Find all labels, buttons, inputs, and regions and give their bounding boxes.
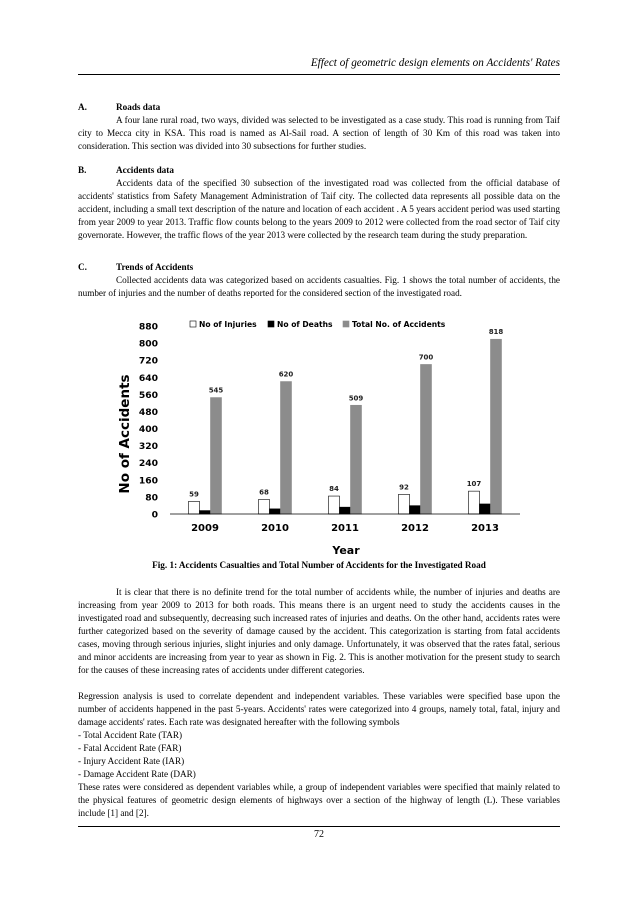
bar-2010-total	[281, 382, 292, 514]
x-tick-label: 2012	[401, 523, 429, 534]
legend-swatch	[343, 321, 349, 327]
data-label: 620	[278, 370, 294, 379]
y-tick-label: 400	[138, 424, 158, 436]
bar-2011-injuries	[329, 496, 340, 514]
legend-swatch	[190, 321, 196, 327]
bar-2011-deaths	[340, 507, 351, 514]
chart-legend	[190, 320, 446, 329]
y-tick-label: 720	[138, 355, 158, 367]
y-tick-label: 320	[138, 441, 158, 453]
figure-caption: Fig. 1: Accidents Casualties and Total Number of Accidents for the Investigated Road	[152, 560, 486, 570]
data-label: 509	[348, 394, 364, 403]
y-tick-label: 640	[138, 372, 158, 384]
bar-2009-deaths	[200, 511, 211, 514]
section-c-text: Collected accidents data was categorized based on accidents casualties. Fig. 1 shows the total number of accidents, the number of injuries and the number of deaths reported for the considered section of the investigated road.	[78, 275, 560, 298]
section-c-letter: C.	[78, 262, 87, 272]
symbol-list	[78, 729, 560, 781]
section-b-title: Accidents data	[116, 165, 174, 175]
bar-2012-injuries	[399, 494, 410, 514]
bar-2012-total	[421, 364, 432, 514]
data-label: 700	[418, 353, 434, 362]
bar-2013-total	[491, 339, 502, 514]
body-paragraph-2: Regression analysis is used to correlate dependent and independent variables. These variables were specified base upon the number of accidents happened in the past 5-years. Accidents' rates were categorized into 4 groups, namely total, fatal, injury and damage accidents' rates. Each rate was designated hereafter with the following symbols	[78, 691, 560, 727]
section-a-title: Roads data	[116, 102, 161, 112]
data-label: 818	[488, 328, 504, 337]
running-title: Effect of geometric design elements on Accidents' Rates	[310, 57, 560, 69]
symbol-item-iar: - Injury Accident Rate (IAR)	[78, 756, 185, 766]
bar-2013-injuries	[469, 491, 480, 514]
y-tick-label: 560	[138, 389, 158, 401]
legend-swatch	[268, 321, 274, 327]
x-axis	[170, 514, 520, 534]
data-label: 92	[399, 483, 409, 492]
x-tick-label: 2013	[471, 523, 499, 534]
chart-bars	[189, 328, 504, 514]
section-c-title: Trends of Accidents	[116, 262, 194, 272]
x-axis-label: Year	[332, 544, 360, 557]
legend-entry: No of Injuries	[199, 320, 257, 329]
header-rule	[78, 74, 560, 75]
data-label: 107	[466, 480, 482, 489]
y-tick-label: 480	[138, 406, 158, 418]
section-b-letter: B.	[78, 165, 87, 175]
section-c-heading	[78, 262, 193, 272]
bar-2010-deaths	[270, 509, 281, 514]
y-tick-label: 800	[138, 338, 158, 350]
section-a-heading	[78, 102, 160, 112]
x-tick-label: 2009	[191, 523, 219, 534]
y-tick-label: 0	[151, 509, 158, 521]
bar-2013-deaths	[480, 504, 491, 514]
body-paragraph-3: These rates were considered as dependent variables while, a group of independent variables were specified that mainly related to the physical features of geometric design elements of highways over a section of the highway of length (L). These variables include [1] and [2].	[78, 782, 560, 818]
y-axis-label: No of Accidents	[117, 374, 133, 494]
footer-rule	[78, 826, 560, 827]
bar-2011-total	[351, 405, 362, 514]
bar-2009-total	[211, 398, 222, 514]
symbol-item-far: - Fatal Accident Rate (FAR)	[78, 743, 182, 753]
section-b-heading	[78, 165, 174, 175]
bar-2010-injuries	[259, 499, 270, 514]
legend-entry: Total No. of Accidents	[352, 320, 446, 329]
data-label: 59	[189, 490, 199, 499]
x-tick-label: 2010	[261, 523, 289, 534]
data-label: 68	[259, 488, 269, 497]
y-axis	[139, 322, 158, 521]
legend-entry: No of Deaths	[277, 320, 333, 329]
y-tick-label: 160	[138, 475, 158, 487]
section-a-letter: A.	[78, 102, 87, 112]
y-tick-label: 240	[138, 458, 158, 470]
accidents-bar-chart	[106, 314, 526, 558]
bar-2009-injuries	[189, 501, 200, 514]
symbol-item-tar: - Total Accident Rate (TAR)	[78, 730, 183, 740]
y-tick-label: 880	[138, 321, 158, 333]
data-label: 84	[329, 485, 339, 494]
bar-2012-deaths	[410, 506, 421, 514]
y-tick-label: 80	[145, 492, 158, 504]
data-label: 545	[208, 386, 224, 395]
page-number: 72	[314, 829, 324, 840]
x-tick-label: 2011	[331, 523, 359, 534]
body-paragraph-1: It is clear that there is no definite trend for the total number of accidents while, the number of injuries and deaths are increasing from year 2009 to 2013 for both roads. This means there is an urgent need to study the accidents causes in the investigated road and subsequently, decreasing such increased rates of injuries and deaths. On the other hand, accidents rates were further categorized based on the severity of damage caused by the accident. This categorization is starting from fatal accidents cases, moving through serious injuries, slight injuries and only damage. Unfortunately, it was observed that the rates fatal, serious and minor accidents are increasing from year to year as shown in Fig. 2. This is another motivation for the present study to search for the causes of these increasing rates of accidents under different categories.	[78, 587, 560, 675]
section-a-text: A four lane rural road, two ways, divided was selected to be investigated as a case study. This road is running from Taif city to Mecca city in KSA. This road is named as Al-Sail road. A section of length of 30 Km of this road was taken into consideration. This section was divided into 30 subsections for further studies.	[78, 115, 560, 151]
section-b-text: Accidents data of the specified 30 subsection of the investigated road was collected from the official database of accidents' statistics from Safety Management Administration of Taif city. The collected data represents all possible data on the accident, including a small text description of the nature and location of each accident . A 5 years accident period was used starting from year 2009 to year 2013. Traffic flow counts belong to the years 2009 to 2012 were collected from the road sector of Taif city governorate. However, the traffic flows of the year 2013 were collected by the research team during the study preparation.	[78, 178, 560, 240]
symbol-item-dar: - Damage Accident Rate (DAR)	[78, 769, 196, 779]
